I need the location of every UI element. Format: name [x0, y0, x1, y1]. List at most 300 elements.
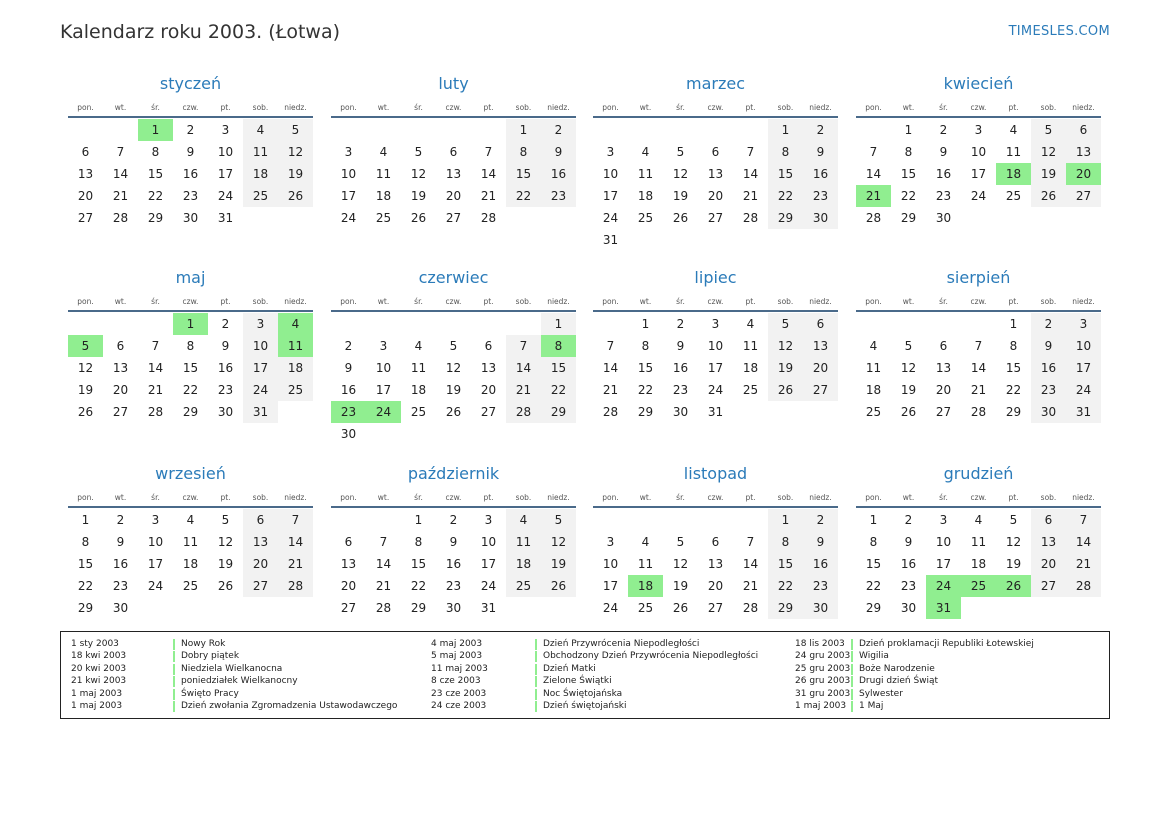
empty-cell	[856, 119, 891, 141]
day-cell: 9	[449, 535, 458, 549]
day-grid	[856, 508, 1101, 619]
day-cell: 10	[243, 335, 278, 357]
day-cell: 8	[506, 141, 541, 163]
day-cell: 25	[375, 211, 392, 225]
holiday-name: Dzień proklamacji Republiki Łotewskiej	[859, 639, 1034, 649]
weekday-header	[856, 100, 1101, 118]
empty-cell	[68, 119, 103, 141]
empty-cell	[698, 509, 733, 531]
day-cell: 18	[637, 189, 654, 203]
legend-row	[431, 650, 759, 662]
month-name: grudzień	[943, 464, 1014, 483]
day-cell: 27	[480, 405, 497, 419]
holiday-date: 1 maj 2003	[71, 700, 123, 711]
day-cell: 3	[243, 313, 278, 335]
day-cell: 21	[278, 553, 313, 575]
day-cell: 23	[445, 579, 462, 593]
weekday-label: wt.	[902, 103, 915, 112]
day-cell: 31	[243, 401, 278, 423]
day-cell: 10	[147, 535, 164, 549]
holiday-marker	[173, 701, 175, 712]
day-cell: 26	[1031, 185, 1066, 207]
day-cell: 23	[182, 189, 199, 203]
day-cell: 11	[243, 141, 278, 163]
weekday-label: pt.	[745, 103, 756, 112]
day-cell: 29	[1005, 405, 1022, 419]
day-cell: 24	[602, 601, 619, 615]
day-cell: 6	[484, 339, 493, 353]
day-cell: 28	[742, 601, 759, 615]
day-cell: 4	[974, 513, 983, 527]
holiday-date: 1 maj 2003	[71, 688, 123, 699]
legend-row	[71, 650, 391, 662]
weekday-label: śr.	[151, 297, 160, 306]
weekday-label: pon.	[340, 103, 357, 112]
day-cell: 19	[541, 553, 576, 575]
weekday-label: wt.	[639, 493, 652, 502]
day-cell: 3	[939, 513, 948, 527]
day-cell: 6	[803, 313, 838, 335]
day-cell: 2	[186, 123, 195, 137]
holiday-marker	[851, 639, 853, 650]
day-cell: 12	[445, 361, 462, 375]
day-cell: 4	[641, 535, 650, 549]
legend-row	[795, 675, 1115, 687]
day-cell: 7	[974, 339, 983, 353]
holiday-day: 18	[996, 163, 1031, 185]
brand-link[interactable]: TIMESLES.COM	[1008, 24, 1110, 39]
weekday-label: pt.	[1008, 297, 1019, 306]
day-cell: 21	[742, 189, 759, 203]
day-cell: 27	[243, 575, 278, 597]
weekday-label: pon.	[602, 493, 619, 502]
holiday-marker	[851, 701, 853, 712]
weekday-label: sob.	[1040, 493, 1057, 502]
day-cell: 6	[711, 145, 720, 159]
weekday-label: czw.	[970, 493, 987, 502]
day-cell: 14	[742, 557, 759, 571]
day-cell: 8	[151, 145, 160, 159]
day-cell: 9	[541, 141, 576, 163]
legend-row	[71, 700, 398, 712]
day-cell: 15	[637, 361, 654, 375]
month-name: listopad	[683, 464, 748, 483]
holiday-date: 23 cze 2003	[431, 688, 487, 699]
day-cell: 3	[974, 123, 983, 137]
day-grid	[331, 312, 576, 445]
empty-cell	[366, 313, 401, 335]
empty-cell	[471, 119, 506, 141]
legend-row	[71, 663, 391, 675]
legend-row	[795, 650, 1115, 662]
holiday-day: 8	[541, 335, 576, 357]
weekday-label: wt.	[114, 297, 127, 306]
day-cell: 28	[970, 405, 987, 419]
day-cell: 13	[707, 167, 724, 181]
holiday-name: Nowy Rok	[181, 639, 226, 649]
weekday-label: wt.	[639, 103, 652, 112]
holiday-name: Drugi dzień Świąt	[859, 676, 939, 687]
empty-cell	[628, 509, 663, 531]
day-cell: 21	[112, 189, 129, 203]
day-cell: 5	[414, 145, 423, 159]
holiday-date: 1 sty 2003	[71, 639, 119, 649]
month-name: czerwiec	[418, 268, 489, 287]
day-cell: 12	[672, 557, 689, 571]
day-cell: 3	[484, 513, 493, 527]
month-name: maj	[175, 268, 206, 287]
day-cell: 13	[340, 557, 357, 571]
day-cell: 28	[602, 405, 619, 419]
month-calendar	[856, 267, 1101, 423]
weekday-label: pt.	[745, 493, 756, 502]
day-grid	[331, 508, 576, 619]
weekday-header	[593, 294, 838, 312]
day-cell: 28	[480, 211, 497, 225]
holiday-legend	[60, 631, 1110, 719]
day-cell: 11	[637, 167, 654, 181]
day-cell: 10	[480, 535, 497, 549]
holiday-name: Dobry piątek	[181, 651, 240, 662]
weekday-header	[331, 294, 576, 312]
day-cell: 20	[340, 579, 357, 593]
day-cell: 12	[672, 167, 689, 181]
weekday-label: sob.	[515, 493, 532, 502]
day-cell: 30	[182, 211, 199, 225]
day-cell: 31	[480, 601, 497, 615]
weekday-label: pt.	[1008, 103, 1019, 112]
day-cell: 16	[900, 557, 917, 571]
day-cell: 27	[1066, 185, 1101, 207]
day-cell: 19	[77, 383, 94, 397]
day-cell: 4	[869, 339, 878, 353]
day-cell: 16	[803, 163, 838, 185]
empty-cell	[366, 509, 401, 531]
day-cell: 6	[1031, 509, 1066, 531]
day-grid	[856, 118, 1101, 229]
day-cell: 11	[1005, 145, 1022, 159]
day-cell: 10	[970, 145, 987, 159]
day-cell: 17	[1066, 357, 1101, 379]
day-cell: 18	[182, 557, 199, 571]
day-cell: 26	[672, 601, 689, 615]
day-cell: 18	[970, 557, 987, 571]
day-cell: 5	[541, 509, 576, 531]
empty-cell	[366, 119, 401, 141]
day-cell: 29	[865, 601, 882, 615]
month-calendar	[593, 463, 838, 619]
day-cell: 3	[221, 123, 230, 137]
weekday-label: pon.	[602, 297, 619, 306]
day-cell: 14	[278, 531, 313, 553]
day-cell: 3	[606, 145, 615, 159]
day-cell: 10	[217, 145, 234, 159]
day-cell: 5	[221, 513, 230, 527]
holiday-date: 11 maj 2003	[431, 663, 488, 674]
day-cell: 22	[900, 189, 917, 203]
day-cell: 20	[77, 189, 94, 203]
day-cell: 11	[970, 535, 987, 549]
day-cell: 16	[445, 557, 462, 571]
weekday-label: pon.	[340, 493, 357, 502]
day-cell: 10	[375, 361, 392, 375]
day-cell: 18	[506, 553, 541, 575]
day-cell: 20	[445, 189, 462, 203]
holiday-date: 21 kwi 2003	[71, 676, 127, 687]
day-cell: 15	[865, 557, 882, 571]
day-cell: 1	[1009, 317, 1018, 331]
weekday-header	[331, 490, 576, 508]
holiday-marker	[851, 676, 853, 687]
day-grid	[68, 508, 313, 619]
holiday-day: 4	[278, 313, 313, 335]
day-cell: 14	[970, 361, 987, 375]
weekday-label: niedz.	[1072, 493, 1095, 502]
day-cell: 7	[606, 339, 615, 353]
day-cell: 3	[606, 535, 615, 549]
weekday-label: sob.	[515, 103, 532, 112]
day-cell: 13	[1031, 531, 1066, 553]
holiday-day: 31	[926, 597, 961, 619]
day-cell: 16	[803, 553, 838, 575]
day-cell: 24	[970, 189, 987, 203]
legend-column	[431, 638, 759, 712]
day-cell: 4	[641, 145, 650, 159]
day-cell: 13	[1066, 141, 1101, 163]
day-cell: 27	[1031, 575, 1066, 597]
day-cell: 25	[243, 185, 278, 207]
holiday-name: Niedziela Wielkanocna	[181, 663, 283, 674]
weekday-label: pt.	[220, 103, 231, 112]
day-cell: 8	[81, 535, 90, 549]
day-cell: 19	[900, 383, 917, 397]
empty-cell	[593, 313, 628, 335]
day-cell: 9	[344, 361, 353, 375]
day-cell: 20	[803, 357, 838, 379]
day-cell: 2	[803, 509, 838, 531]
day-cell: 13	[480, 361, 497, 375]
day-cell: 21	[375, 579, 392, 593]
day-cell: 4	[414, 339, 423, 353]
holiday-name: Obchodzony Dzień Przywrócenia Niepodległości	[543, 651, 759, 662]
weekday-label: czw.	[445, 297, 462, 306]
weekday-label: pon.	[865, 103, 882, 112]
holiday-marker	[173, 676, 175, 687]
day-cell: 22	[506, 185, 541, 207]
day-cell: 4	[506, 509, 541, 531]
weekday-label: sob.	[252, 103, 269, 112]
month-name: marzec	[685, 74, 745, 93]
empty-cell	[436, 313, 471, 335]
weekday-label: sob.	[1040, 103, 1057, 112]
day-cell: 8	[186, 339, 195, 353]
day-cell: 13	[77, 167, 94, 181]
day-cell: 27	[707, 211, 724, 225]
day-cell: 7	[151, 339, 160, 353]
legend-row	[431, 663, 751, 675]
month-name: wrzesień	[155, 464, 226, 483]
legend-row	[795, 700, 1115, 712]
day-cell: 27	[77, 211, 94, 225]
day-cell: 30	[935, 211, 952, 225]
day-cell: 16	[672, 361, 689, 375]
day-cell: 11	[375, 167, 392, 181]
empty-cell	[663, 119, 698, 141]
day-cell: 13	[243, 531, 278, 553]
weekday-label: niedz.	[547, 103, 570, 112]
holiday-day: 20	[1066, 163, 1101, 185]
month-calendar	[856, 463, 1101, 619]
day-cell: 21	[742, 579, 759, 593]
holiday-marker	[535, 701, 537, 712]
empty-cell	[331, 313, 366, 335]
weekday-label: czw.	[707, 297, 724, 306]
day-cell: 6	[1066, 119, 1101, 141]
day-cell: 17	[480, 557, 497, 571]
day-cell: 26	[410, 211, 427, 225]
weekday-label: niedz.	[809, 103, 832, 112]
day-cell: 7	[506, 335, 541, 357]
empty-cell	[103, 313, 138, 335]
weekday-label: niedz.	[547, 297, 570, 306]
day-cell: 15	[768, 553, 803, 575]
day-cell: 22	[768, 185, 803, 207]
weekday-label: pt.	[483, 103, 494, 112]
day-cell: 29	[768, 207, 803, 229]
day-cell: 9	[221, 339, 230, 353]
day-cell: 25	[410, 405, 427, 419]
day-cell: 21	[602, 383, 619, 397]
day-cell: 25	[506, 575, 541, 597]
day-cell: 17	[602, 189, 619, 203]
empty-cell	[593, 509, 628, 531]
holiday-name: Wigilia	[859, 651, 889, 662]
empty-cell	[628, 119, 663, 141]
day-cell: 28	[278, 575, 313, 597]
day-grid	[331, 118, 576, 229]
day-cell: 15	[506, 163, 541, 185]
day-cell: 14	[112, 167, 129, 181]
holiday-name: Święto Pracy	[181, 688, 239, 699]
empty-cell	[103, 119, 138, 141]
month-calendar	[856, 73, 1101, 229]
holiday-day: 26	[996, 575, 1031, 597]
day-cell: 18	[375, 189, 392, 203]
day-cell: 24	[602, 211, 619, 225]
day-cell: 26	[900, 405, 917, 419]
day-cell: 16	[182, 167, 199, 181]
day-cell: 22	[147, 189, 164, 203]
empty-cell	[401, 313, 436, 335]
day-cell: 9	[803, 141, 838, 163]
day-cell: 8	[641, 339, 650, 353]
day-cell: 9	[939, 145, 948, 159]
day-cell: 10	[707, 339, 724, 353]
day-cell: 12	[1005, 535, 1022, 549]
day-cell: 21	[1066, 553, 1101, 575]
weekday-label: wt.	[639, 297, 652, 306]
day-cell: 16	[1031, 357, 1066, 379]
day-cell: 2	[939, 123, 948, 137]
day-cell: 6	[344, 535, 353, 549]
month-name: październik	[407, 464, 500, 483]
day-cell: 30	[803, 597, 838, 619]
holiday-name: poniedziałek Wielkanocny	[181, 676, 298, 687]
holiday-marker	[535, 651, 537, 662]
day-cell: 20	[935, 383, 952, 397]
day-cell: 29	[182, 405, 199, 419]
day-cell: 24	[217, 189, 234, 203]
day-cell: 30	[672, 405, 689, 419]
day-cell: 15	[182, 361, 199, 375]
day-cell: 23	[672, 383, 689, 397]
day-cell: 2	[449, 513, 458, 527]
day-cell: 14	[480, 167, 497, 181]
day-cell: 7	[484, 145, 493, 159]
day-cell: 24	[243, 379, 278, 401]
day-cell: 4	[379, 145, 388, 159]
day-cell: 21	[147, 383, 164, 397]
day-cell: 15	[1005, 361, 1022, 375]
day-cell: 10	[1066, 335, 1101, 357]
day-cell: 25	[637, 601, 654, 615]
day-cell: 17	[147, 557, 164, 571]
weekday-label: wt.	[377, 103, 390, 112]
day-cell: 3	[711, 317, 720, 331]
day-cell: 1	[541, 313, 576, 335]
month-name: lipiec	[694, 268, 737, 287]
weekday-label: czw.	[707, 493, 724, 502]
weekday-header	[593, 100, 838, 118]
day-cell: 22	[768, 575, 803, 597]
weekday-label: śr.	[939, 493, 948, 502]
weekday-label: pon.	[340, 297, 357, 306]
day-cell: 13	[112, 361, 129, 375]
day-cell: 15	[900, 167, 917, 181]
holiday-day: 5	[68, 335, 103, 357]
day-cell: 29	[77, 601, 94, 615]
weekday-label: wt.	[902, 493, 915, 502]
day-cell: 1	[768, 119, 803, 141]
month-name: styczeń	[159, 74, 222, 93]
month-name: luty	[438, 74, 469, 93]
day-cell: 28	[1066, 575, 1101, 597]
weekday-label: śr.	[151, 103, 160, 112]
day-cell: 23	[112, 579, 129, 593]
day-cell: 1	[904, 123, 913, 137]
day-cell: 31	[217, 211, 234, 225]
weekday-label: pt.	[1008, 493, 1019, 502]
holiday-marker	[173, 689, 175, 700]
day-cell: 9	[186, 145, 195, 159]
day-cell: 27	[803, 379, 838, 401]
day-cell: 18	[742, 361, 759, 375]
day-cell: 12	[278, 141, 313, 163]
day-cell: 19	[1005, 557, 1022, 571]
day-cell: 30	[445, 601, 462, 615]
weekday-label: czw.	[707, 103, 724, 112]
holiday-day: 24	[366, 401, 401, 423]
holiday-date: 24 cze 2003	[431, 700, 487, 711]
day-cell: 12	[217, 535, 234, 549]
day-cell: 14	[1066, 531, 1101, 553]
day-cell: 23	[541, 185, 576, 207]
day-cell: 27	[340, 601, 357, 615]
weekday-header	[593, 490, 838, 508]
day-cell: 28	[147, 405, 164, 419]
legend-row	[71, 638, 391, 650]
day-cell: 16	[112, 557, 129, 571]
